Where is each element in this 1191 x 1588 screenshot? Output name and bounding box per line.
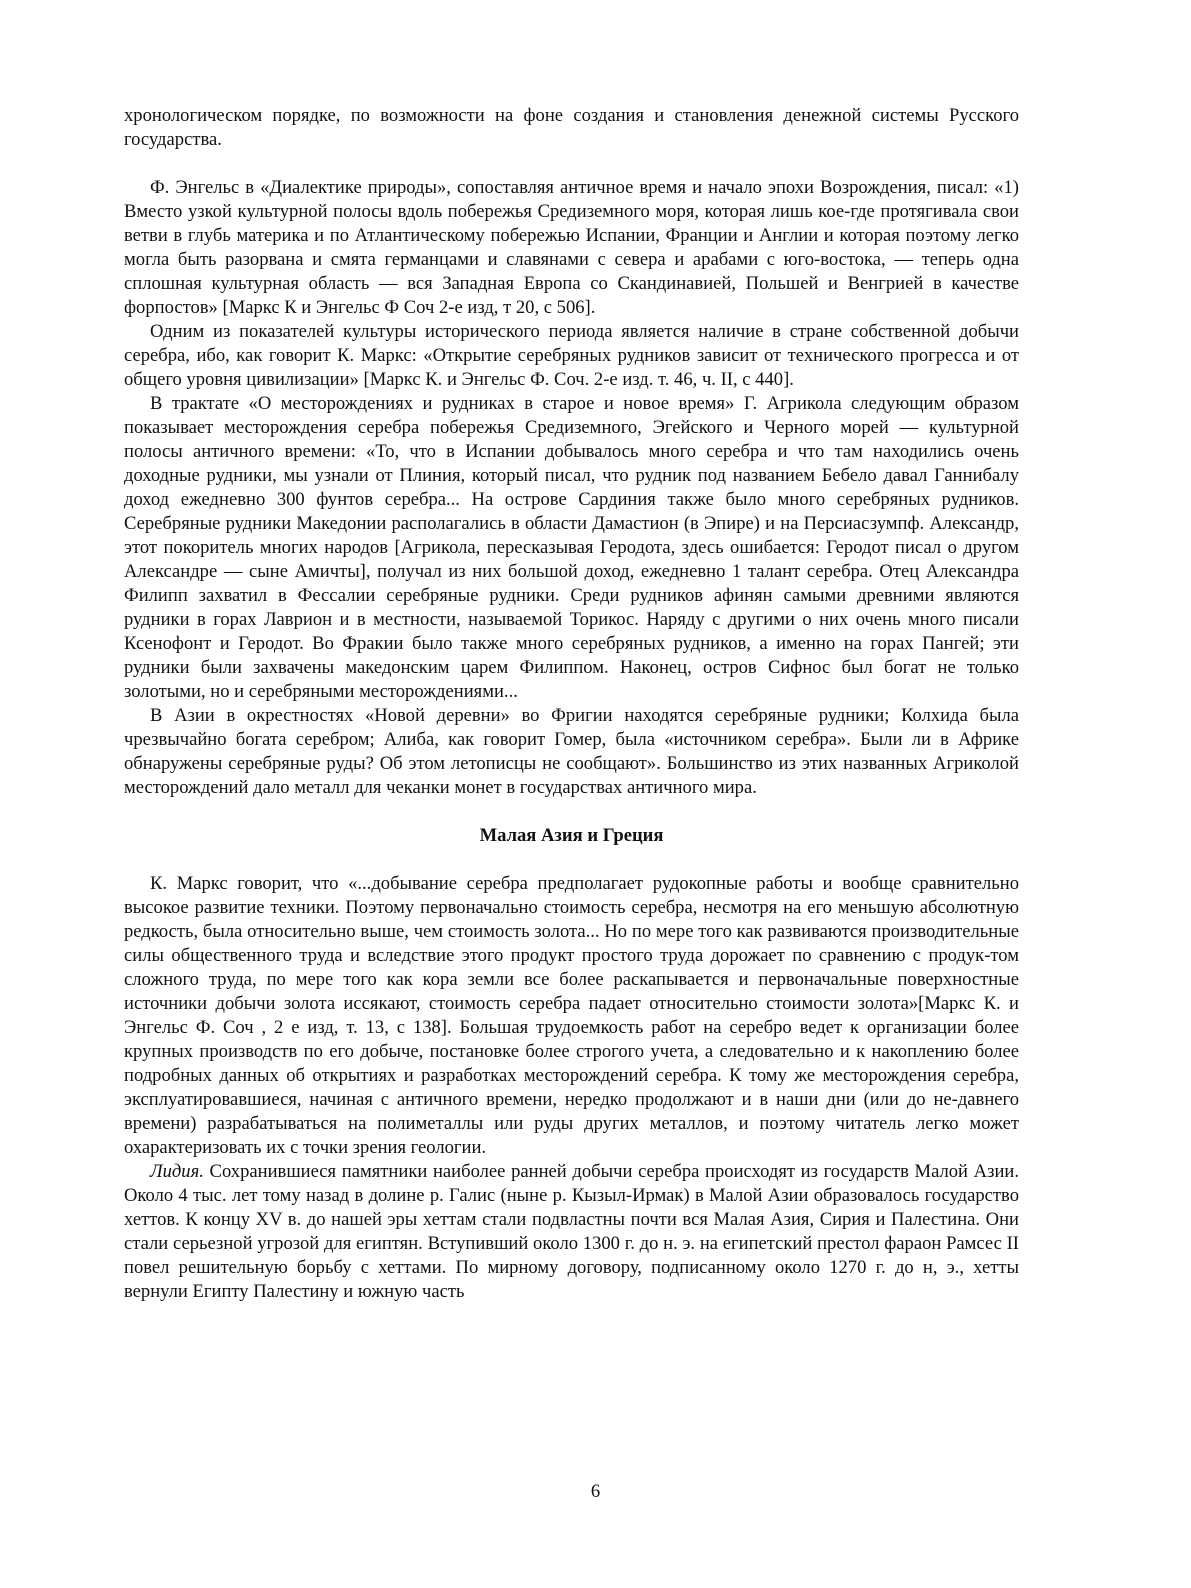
lydia-body: Сохранившиеся памятники наиболее ранней добычи серебра происходят из государств Малой Азии. Около 4 тыс. лет тому назад в долине р. Галис (ныне р. Кызыл-Ирмак) в Малой Азии образовалось государство хеттов. К концу XV в. до нашей эры хеттам стали подвластны почти вся Малая Азия, Сирия и Палестина. Они стали серьезной угрозой для египтян. Вступивший около 1300 г. до н. э. на египетский престол фараон Рамсес II повел решительную борьбу с хеттами. По мирному договору, подписанному около 1270 г. до н, э., хетты вернули Египту Палестину и южную часть <box>124 1161 1019 1302</box>
paragraph-agricola-treatise: В трактате «О месторождениях и рудниках в старое и новое время» Г. Агрикола следующим образом показывает месторождения серебра побережья Средиземного, Эгейского и Черного морей — культурной полосы античного времени: «То, что в Испании добывалось много серебра и что там находились очень доходные рудники, мы узнали от Плиния, который писал, что рудник под названием Бебело давал Ганнибалу доход ежедневно 300 фунтов серебра... На острове Сардиния также было много серебряных рудников. Серебряные рудники Македонии располагались в области Дамастион (в Эпире) и на Персиасзумпф. Александр, этот покоритель многих народов [Агрикола, пересказывая Геродота, здесь ошибается: Геродот писал о другом Александре — сыне Амичты], получал из них большой доход, ежедневно 1 талант серебра. Отец Александра Филипп захватил в Фессалии серебряные рудники. Среди рудников афинян самыми древними являются рудники в горах Лаврион и в местности, называемой Торикос. Наряду с другими о них очень много писали Ксенофонт и Геродот. Во Фракии было также много серебряных рудников, а именно на горах Пангей; эти рудники были захвачены македонским царем Филиппом. Наконец, остров Сифнос был богат не только золотыми, но и серебряными месторождениями... <box>124 393 1019 702</box>
section-heading: Малая Азия и Греция <box>479 825 664 846</box>
paragraph-continuation: хронологическом порядке, по возможности на фоне создания и становления денежной системы Русского государства. <box>124 105 1019 150</box>
paragraph-marx-silver: К. Маркс говорит, что «...добывание серебра предполагает рудокопные работы и вообще сравнительно высокое развитие техники. Поэтому первоначально стоимость серебра, несмотря на его меньшую абсолютную редкость, была относительно выше, чем стоимость золота... Но по мере того как развиваются производительные силы общественного труда и вследствие этого продукт простого труда дорожает по сравнению с продук-том сложного труда, по мере того как кора земли все более раскапывается и первоначальные поверхностные источники добычи золота иссякают, стоимость серебра падает относительно стоимости золота»[Маркс К. и Энгельс Ф. Соч , 2 е изд, т. 13, с 138]. Большая трудоемкость работ на серебро ведет к организации более крупных производств по его добыче, постановке более строгого учета, а следовательно и к накоплению более подробных данных об открытиях и разработках месторождений серебра. К тому же месторождения серебра, эксплуатировавшиеся, начиная с античного времени, нередко продолжают и в наши дни (или до не-давнего времени) разрабатываться на полиметаллы или руды других металлов, и поэтому читатель легко может охарактеризовать их с точки зрения геологии. <box>124 873 1019 1158</box>
lydia-lead: Лидия. <box>150 1161 204 1182</box>
page-number: 6 <box>590 1481 601 1502</box>
paragraph-silver-culture: Одним из показателей культуры исторического периода является наличие в стране собственной добычи серебра, ибо, как говорит К. Маркс: «Открытие серебряных рудников зависит от технического прогресса и от общего уровня цивилизации» [Маркс К. и Энгельс Ф. Соч. 2-е изд. т. 46, ч. II, с 440]. <box>124 321 1019 390</box>
page-body <box>124 104 1019 1304</box>
paragraph-asia-mines: В Азии в окрестностях «Новой деревни» во Фригии находятся серебряные рудники; Колхида была чрезвычайно богата серебром; Алиба, как говорит Гомер, была «источником серебра». Были ли в Африке обнаружены серебряные руды? Об этом летописцы не сообщают». Большинство из этих названных Агриколой месторождений дало металл для чеканки монет в государствах античного мира. <box>124 705 1019 798</box>
paragraph-lydia <box>124 1160 1019 1304</box>
paragraph-engels-quote: Ф. Энгельс в «Диалектике природы», сопоставляя античное время и начало эпохи Возрождения, писал: «1) Вместо узкой культурной полосы вдоль побережья Средиземного моря, которая лишь кое-где протягивала свои ветви в глубь материка и по Атлантическому побережью Испании, Франции и Англии и которая поэтому легко могла быть разорвана и смята германцами и славянами с севера и арабами с юго-востока, — теперь одна сплошная культурная область — вся Западная Европа со Скандинавией, Польшей и Венгрией в качестве форпостов» [Маркс К и Энгельс Ф Соч 2-е изд, т 20, с 506]. <box>124 177 1019 318</box>
